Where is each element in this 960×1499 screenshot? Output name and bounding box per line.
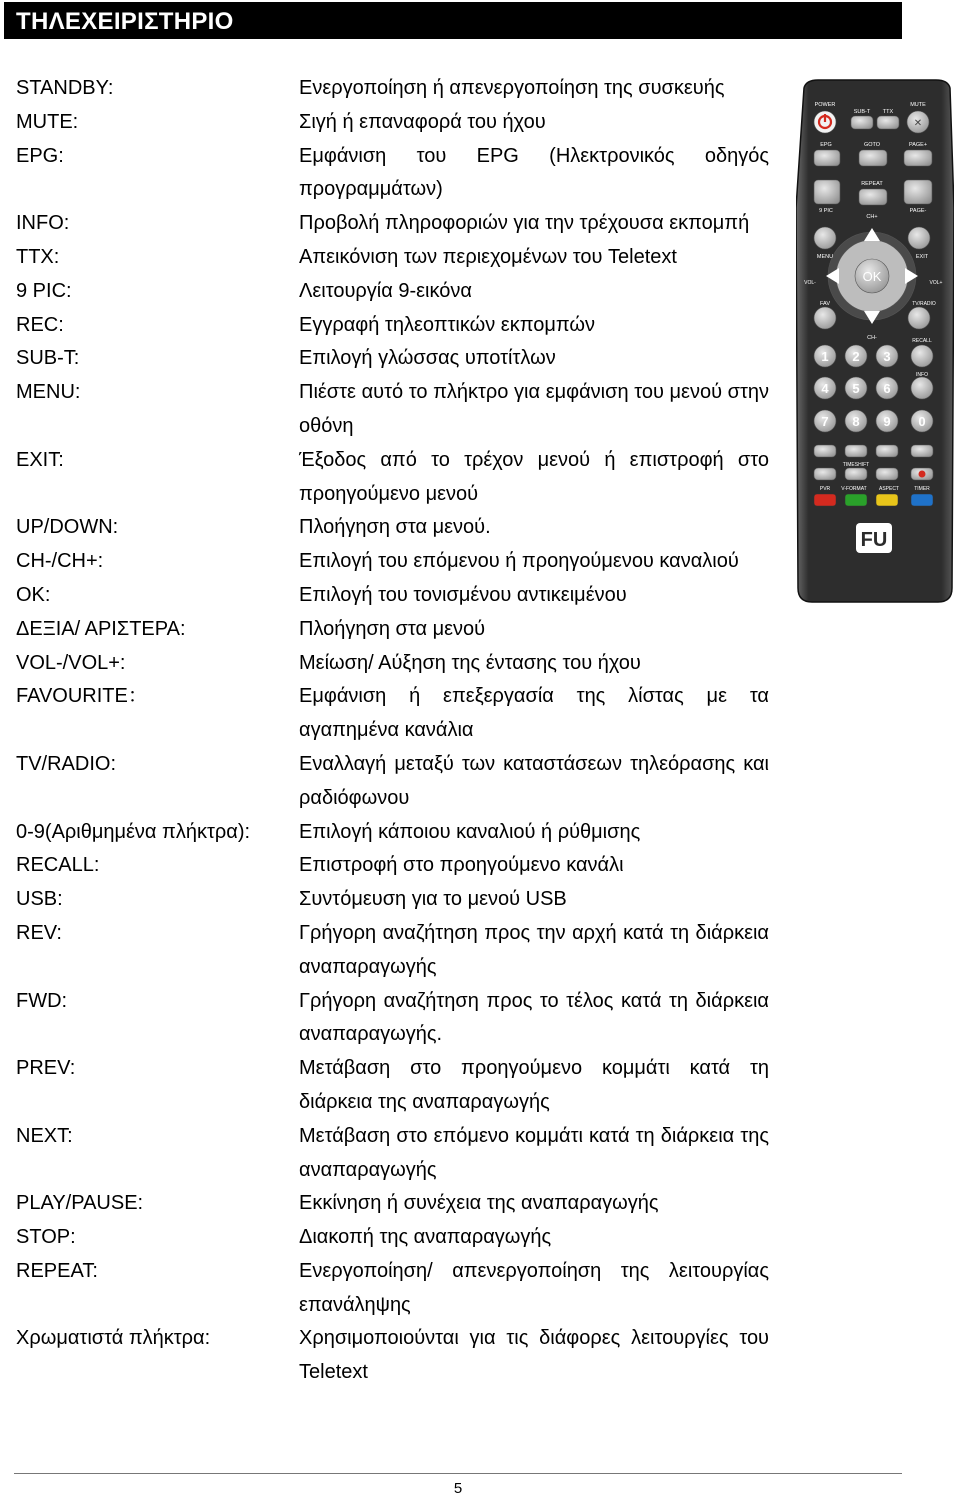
key-row <box>16 72 776 106</box>
key-name: Χρωματιστά πλήκτρα: <box>16 1327 211 1350</box>
key-name: FWD: <box>16 989 68 1012</box>
digit-label: 5 <box>852 381 860 396</box>
key-name: CH-/CH+: <box>16 550 104 573</box>
digit-label: 7 <box>821 414 829 429</box>
key-description: Επιλογή γλώσσας υποτίτλων <box>299 347 556 370</box>
digit-label: 3 <box>883 349 891 364</box>
footer-divider <box>14 1473 902 1474</box>
key-description: Επιστροφή στο προηγούμενο κανάλι <box>299 854 624 877</box>
key-row <box>16 444 776 512</box>
key-description: Γρήγορη αναζήτηση προς την αρχή κατά τη διάρκεια αναπαραγωγής <box>299 921 769 978</box>
remote-label-chminus: CH- <box>867 335 877 341</box>
remote-label-recall: RECALL <box>912 338 932 344</box>
key-name: INFO: <box>16 212 70 235</box>
key-description: Εναλλαγή μεταξύ των καταστάσεων τηλεόρασης και ραδιόφωνου <box>299 752 769 809</box>
key-description: Μείωση/ Αύξηση της έντασης του ήχου <box>299 651 641 674</box>
menu-button <box>814 227 836 249</box>
key-row <box>16 309 776 343</box>
key-name: TV/RADIO: <box>16 752 117 775</box>
key-row <box>16 748 776 816</box>
key-row <box>16 1052 776 1120</box>
remote-label-chplus: CH+ <box>866 214 878 220</box>
fav-button <box>814 307 836 329</box>
key-description: Λειτουργία 9-εικόνα <box>299 279 472 302</box>
key-name: PREV: <box>16 1057 76 1080</box>
header-bar <box>4 2 910 39</box>
key-description: Πλοήγηση στα μενού <box>299 617 486 640</box>
key-description: Απεικόνιση των περιεχομένων του Teletext <box>299 245 677 268</box>
key-name: REC: <box>16 313 64 336</box>
remote-label-volplus: VOL+ <box>929 280 943 286</box>
key-description-list <box>16 72 776 1390</box>
key-row <box>16 849 776 883</box>
key-name: USB: <box>16 888 63 911</box>
page-minus-top-button <box>904 180 932 204</box>
rec-button <box>814 180 840 204</box>
remote-label-vformat: V-FORMAT <box>841 486 867 492</box>
digit-label: 6 <box>883 381 891 396</box>
color-key-0 <box>814 494 836 506</box>
record-icon <box>919 471 926 478</box>
page-plus-button <box>904 150 932 166</box>
remote-label-tvradio: TV/RADIO <box>912 301 936 307</box>
key-description: Διακοπή της αναπαραγωγής <box>299 1226 552 1249</box>
transport-row2-button-1 <box>845 468 867 480</box>
recall-button <box>911 345 933 367</box>
remote-label-info: INFO <box>916 372 928 378</box>
key-row <box>16 207 776 241</box>
key-name: UP/DOWN: <box>16 516 119 539</box>
key-name: STOP: <box>16 1226 76 1249</box>
remote-label-ok: OK <box>862 269 882 284</box>
key-row <box>16 816 776 850</box>
transport-row2-button-0 <box>814 468 836 480</box>
key-name: NEXT: <box>16 1124 73 1147</box>
transport-row1-button-1 <box>845 445 867 457</box>
key-description: Έξοδος από το τρέχον μενού ή επιστροφή στο προηγούμενο μενού <box>299 448 769 505</box>
key-row <box>16 680 776 748</box>
remote-label-repeat: REPEAT <box>861 181 883 187</box>
header-edge <box>902 2 910 39</box>
remote-label-epg: EPG <box>820 142 832 148</box>
remote-label-power: POWER <box>814 102 836 108</box>
key-name: PLAY/PAUSE: <box>16 1192 144 1215</box>
key-row <box>16 883 776 917</box>
transport-row1-button-0 <box>814 445 836 457</box>
key-name: REPEAT: <box>16 1259 98 1282</box>
subt-button <box>851 116 873 129</box>
key-name: 9 PIC: <box>16 279 72 302</box>
remote-label-subt: SUB-T <box>853 109 871 115</box>
key-description: Πιέστε αυτό το πλήκτρο για εμφάνιση του μενού στην οθόνη <box>299 381 769 437</box>
tvradio-button <box>908 307 930 329</box>
key-name: FAVOURITE： <box>16 685 148 708</box>
remote-label-pic9: 9 PIC <box>819 208 833 214</box>
key-row <box>16 241 776 275</box>
key-row <box>16 342 776 376</box>
exit-button <box>908 227 930 249</box>
color-key-3 <box>911 494 933 506</box>
key-description: Επιλογή του επόμενου ή προηγούμενου καναλιού <box>299 550 739 573</box>
remote-label-fav: FAV <box>820 301 830 307</box>
key-description: Επιλογή κάποιου καναλιού ή ρύθμισης <box>299 820 641 843</box>
digit-label: 2 <box>852 349 860 364</box>
remote-label-goto: GOTO <box>863 142 881 148</box>
key-description: Επιλογή του τονισμένου αντικειμένου <box>299 583 627 606</box>
key-description: Ενεργοποίηση ή απενεργοποίηση της συσκευής <box>299 77 725 99</box>
key-row <box>16 985 776 1053</box>
remote-control-drawing <box>796 78 954 604</box>
info-button <box>911 377 933 399</box>
mute-icon: ✕ <box>913 118 923 129</box>
key-description: Πλοήγηση στα μενού. <box>299 516 491 539</box>
remote-label-pageplus: PAGE+ <box>908 142 928 148</box>
color-key-1 <box>845 494 867 506</box>
key-row <box>16 545 776 579</box>
transport-row1-button-2 <box>876 445 898 457</box>
page-title: ΤΗΛΕΧΕΙΡΙΣΤΗΡΙΟ <box>16 8 234 35</box>
key-description: Μετάβαση στο επόμενο κομμάτι κατά τη διάρκεια της αναπαραγωγής <box>299 1124 769 1181</box>
key-description: Εμφάνιση ή επεξεργασία της λίστας με τα αγαπημένα κανάλια <box>299 685 769 742</box>
transport-row2-button-2 <box>876 468 898 480</box>
transport-row1-button-3 <box>911 445 933 457</box>
repeat-button <box>859 189 887 205</box>
remote-label-ttx: TTX <box>882 109 894 115</box>
digit-label: 8 <box>852 414 860 429</box>
remote-label-mute: MUTE <box>910 102 926 108</box>
key-row <box>16 1187 776 1221</box>
remote-label-timer: TIMER <box>914 486 930 492</box>
epg-button <box>814 150 840 166</box>
key-name: ΔΕΞΙΑ/ ΑΡΙΣΤΕΡΑ: <box>16 617 186 640</box>
remote-label-timeshift: TIMESHIFT <box>842 462 870 468</box>
key-name: TTX: <box>16 245 60 268</box>
key-description: Εμφάνιση του EPG (Ηλεκτρονικός οδηγός προγραμμάτων) <box>299 144 769 201</box>
page-number: 5 <box>453 1480 463 1497</box>
brand-logo: FU <box>860 529 888 551</box>
remote-label-pageminus: PAGE- <box>909 208 927 214</box>
key-row <box>16 275 776 309</box>
key-name: RECALL: <box>16 854 100 877</box>
key-row <box>16 579 776 613</box>
key-description: Σιγή ή επαναφορά του ήχου <box>299 110 546 133</box>
key-name: EPG: <box>16 144 64 167</box>
remote-label-menu: MENU <box>816 254 834 260</box>
key-description: Εγγραφή τηλεοπτικών εκπομπών <box>299 313 595 336</box>
remote-label-exit: EXIT <box>915 254 929 260</box>
remote-label-aspect: ASPECT <box>878 486 900 492</box>
key-row <box>16 376 776 444</box>
key-description: Ενεργοποίηση/ απενεργοποίηση της λειτουργίας επανάληψης <box>299 1259 769 1316</box>
key-description: Εκκίνηση ή συνέχεια της αναπαραγωγής <box>299 1192 659 1215</box>
color-key-2 <box>876 494 898 506</box>
digit-label: 4 <box>821 381 829 396</box>
key-name: STANDBY: <box>16 77 114 99</box>
key-row <box>16 917 776 985</box>
digit-label: 9 <box>883 414 891 429</box>
key-description: Προβολή πληροφοριών για την τρέχουσα εκπομπή <box>299 212 750 235</box>
key-description: Συντόμευση για το μενού USB <box>299 888 567 911</box>
goto-button <box>859 150 887 166</box>
key-name: VOL-/VOL+: <box>16 651 126 674</box>
key-name: MENU: <box>16 381 81 404</box>
key-row <box>16 140 776 208</box>
key-row <box>16 1120 776 1188</box>
key-row <box>16 511 776 545</box>
key-row <box>16 613 776 647</box>
remote-label-volminus: VOL- <box>804 280 816 286</box>
key-name: OK: <box>16 583 51 606</box>
key-description: Μετάβαση στο προηγούμενο κομμάτι κατά τη διάρκεια της αναπαραγωγής <box>299 1057 769 1113</box>
digit-label: 1 <box>821 349 829 364</box>
key-name: 0-9(Αριθμημένα πλήκτρα): <box>16 820 251 843</box>
key-name: MUTE: <box>16 110 79 133</box>
key-name: REV: <box>16 921 62 944</box>
key-name: SUB-T: <box>16 347 80 370</box>
key-row <box>16 1255 776 1323</box>
ttx-button <box>877 116 899 129</box>
key-description: Χρησιμοποιούνται για τις διάφορες λειτουργίες του Teletext <box>299 1327 769 1384</box>
key-name: EXIT: <box>16 448 64 471</box>
digit-label: 0 <box>918 414 926 429</box>
key-row <box>16 106 776 140</box>
key-description: Γρήγορη αναζήτηση προς το τέλος κατά τη διάρκεια αναπαραγωγής. <box>299 989 769 1046</box>
key-row <box>16 647 776 681</box>
remote-control-image <box>796 78 954 604</box>
key-row <box>16 1322 776 1390</box>
key-row <box>16 1221 776 1255</box>
remote-label-pvr: PVR <box>819 486 831 492</box>
